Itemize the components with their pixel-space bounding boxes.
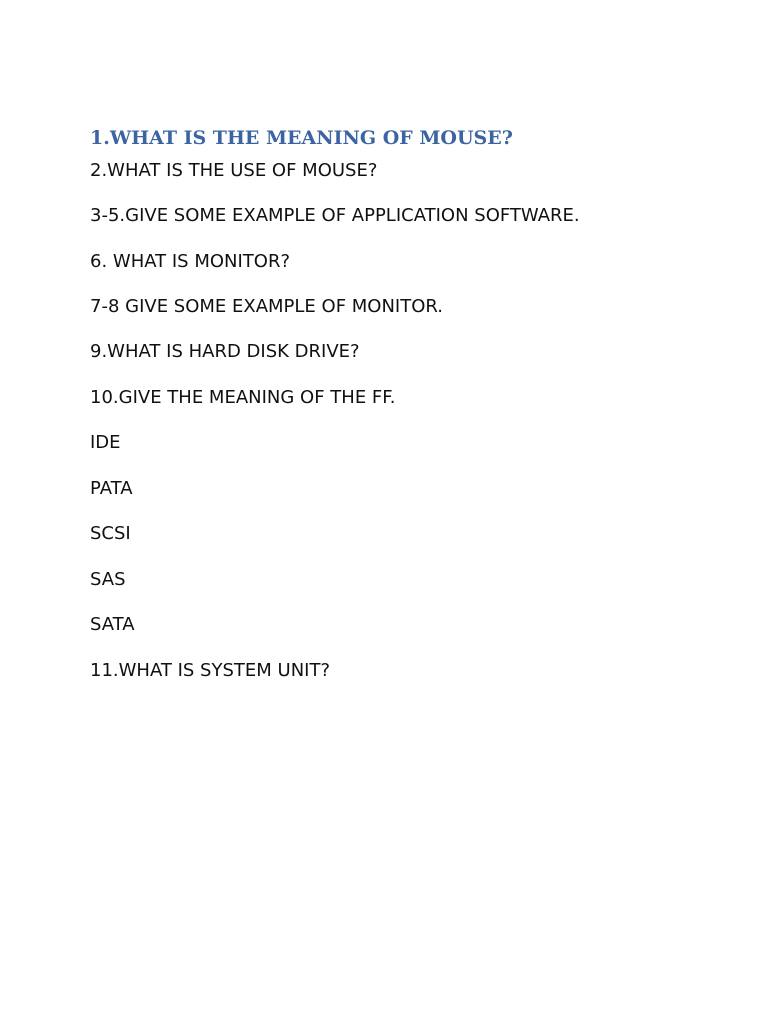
abbreviation-item: SATA: [90, 614, 135, 635]
question-line: 10.GIVE THE MEANING OF THE FF.: [90, 387, 396, 408]
question-line: 2.WHAT IS THE USE OF MOUSE?: [90, 160, 378, 181]
question-line: 7-8 GIVE SOME EXAMPLE OF MONITOR.: [90, 296, 443, 317]
document-heading: 1.WHAT IS THE MEANING OF MOUSE?: [90, 127, 513, 149]
abbreviation-item: IDE: [90, 432, 121, 453]
abbreviation-item: SCSI: [90, 523, 131, 544]
question-line: 11.WHAT IS SYSTEM UNIT?: [90, 660, 331, 681]
question-line: 9.WHAT IS HARD DISK DRIVE?: [90, 341, 360, 362]
abbreviation-item: PATA: [90, 478, 133, 499]
question-line: 6. WHAT IS MONITOR?: [90, 251, 291, 272]
question-line: 3-5.GIVE SOME EXAMPLE OF APPLICATION SOFTWARE.: [90, 205, 580, 226]
abbreviation-item: SAS: [90, 569, 126, 590]
